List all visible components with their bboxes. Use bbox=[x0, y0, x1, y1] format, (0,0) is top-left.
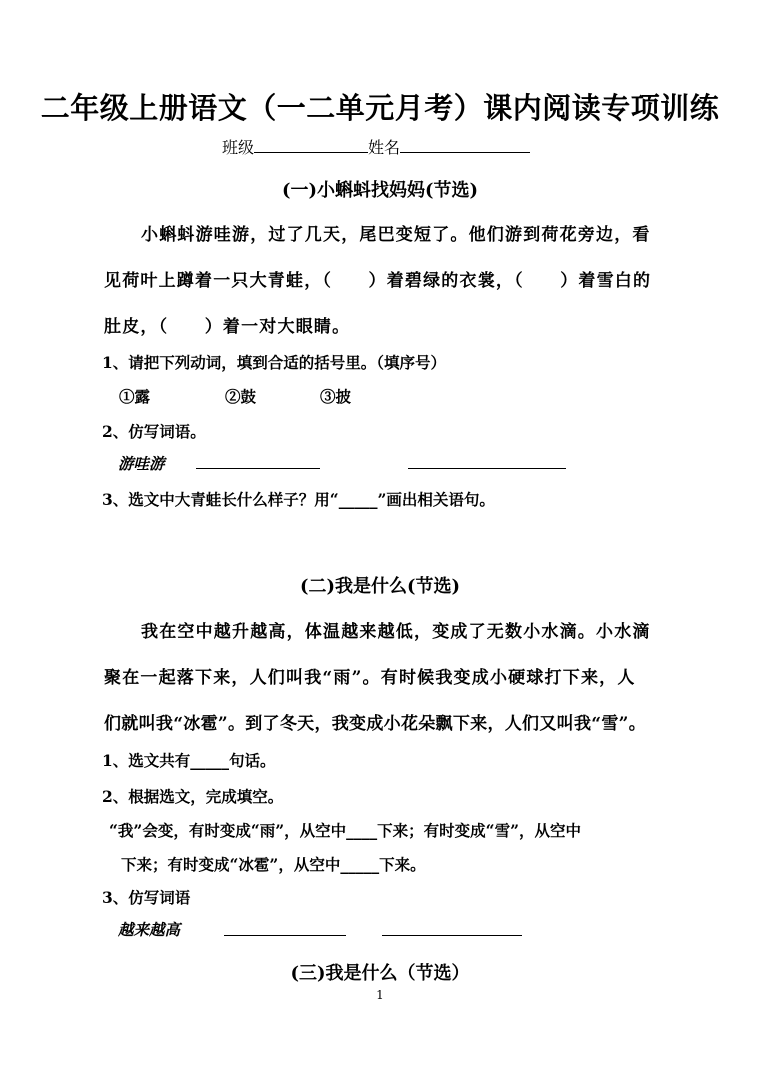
section2-question3: 3、仿写词语 bbox=[102, 888, 191, 907]
page-number: 1 bbox=[376, 988, 384, 1002]
section1-para-line1: 小蝌蚪游哇游，过了几天，尾巴变短了。他们游到荷花旁边，看 bbox=[141, 225, 651, 245]
class-name-line bbox=[222, 135, 530, 158]
section2-para-line1: 我在空中越升越高，体温越来越低，变成了无数小水滴。小水滴 bbox=[141, 622, 651, 642]
section1-answer-blank-2[interactable] bbox=[408, 468, 566, 469]
name-label: 姓名 bbox=[368, 138, 401, 157]
class-blank[interactable] bbox=[254, 136, 368, 153]
option-3: ③披 bbox=[320, 387, 352, 406]
section2-question2: 2、根据选文，完成填空。 bbox=[102, 787, 284, 806]
section2-para-line2: 聚在一起落下来，人们叫我“雨”。有时候我变成小硬球打下来，人 bbox=[104, 668, 636, 688]
section1-question3: 3、选文中大青蛙长什么样子？用“_____”画出相关语句。 bbox=[102, 490, 495, 509]
section2-fill-line2: 下来；有时变成“冰雹”，从空中_____下来。 bbox=[121, 855, 426, 874]
section2-heading: (二)我是什么(节选) bbox=[299, 576, 461, 597]
option-1: ①露 bbox=[119, 387, 151, 406]
section1-heading: (一)小蝌蚪找妈妈(节选) bbox=[281, 180, 479, 201]
option-2: ②鼓 bbox=[225, 387, 257, 406]
section2-para-line3: 们就叫我“冰雹”。到了冬天，我变成小花朵飘下来，人们又叫我“雪”。 bbox=[104, 714, 647, 734]
section2-question1: 1、选文共有_____句话。 bbox=[102, 751, 276, 770]
section1-example-word: 游哇游 bbox=[118, 454, 165, 473]
section2-answer-blank-2[interactable] bbox=[382, 935, 522, 936]
class-label: 班级 bbox=[222, 138, 255, 157]
section1-question2: 2、仿写词语。 bbox=[102, 422, 206, 441]
section3-heading: (三)我是什么（节选） bbox=[290, 963, 470, 984]
section1-para-line3: 肚皮，（ ）着一对大眼睛。 bbox=[104, 317, 351, 337]
section1-answer-blank-1[interactable] bbox=[196, 468, 320, 469]
page-title: 二年级上册语文（一二单元月考）课内阅读专项训练 bbox=[40, 91, 720, 125]
section2-example-word: 越来越高 bbox=[118, 920, 181, 939]
section2-answer-blank-1[interactable] bbox=[224, 935, 346, 936]
section1-para-line2: 见荷叶上蹲着一只大青蛙，（ ）着碧绿的衣裳，（ ）着雪白的 bbox=[104, 271, 652, 291]
section2-fill-line1: “我”会变，有时变成“雨”，从空中____下来；有时变成“雪”，从空中 bbox=[109, 821, 581, 840]
name-blank[interactable] bbox=[400, 136, 530, 153]
section1-question1: 1、请把下列动词，填到合适的括号里。（填序号） bbox=[102, 353, 447, 372]
